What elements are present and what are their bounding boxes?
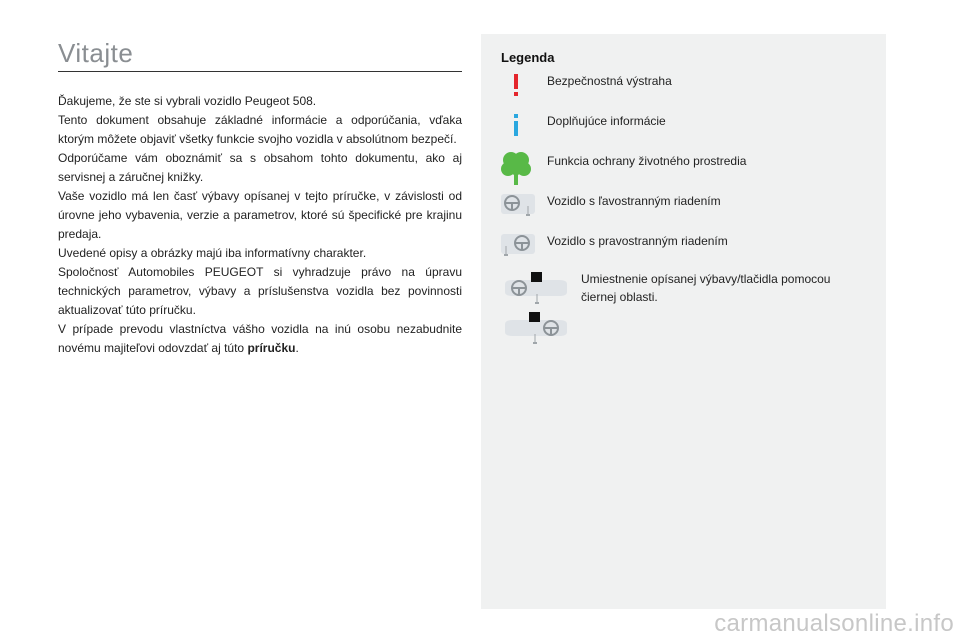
legend-label: Vozidlo s ľavostranným riadením	[547, 194, 721, 208]
paragraph: Tento dokument obsahuje základné informácie a odporúčania, vďaka ktorým môžete objaviť všetky funkcie svojho vozidla v absolútnom bezpečí.	[58, 113, 462, 146]
paragraph-end: .	[295, 341, 299, 355]
legend-label: Funkcia ochrany životného prostredia	[547, 154, 747, 168]
legend-item-eco	[481, 148, 886, 188]
paragraph: Uvedené opisy a obrázky majú iba informatívny charakter.	[58, 246, 367, 260]
legend-label: Vozidlo s pravostranným riadením	[547, 234, 728, 248]
legend-label: Umiestnenie opísanej výbavy/tlačidla pomocou čiernej oblasti.	[581, 272, 831, 304]
legend-item-location	[481, 270, 886, 370]
legend-item-info	[481, 110, 886, 140]
paragraph: Ďakujeme, že ste si vybrali vozidlo Peugeot 508.	[58, 94, 317, 108]
paragraph: Spoločnosť Automobiles PEUGEOT si vyhradzuje právo na úpravu technických parametrov, výbavy a príslušenstva vozidla bez povinnosti aktualizovať túto príručku.	[58, 265, 462, 317]
legend-title: Legenda	[501, 50, 555, 65]
legend-label: Bezpečnostná výstraha	[547, 74, 672, 88]
page-title: Vitajte	[58, 38, 134, 68]
manual-word: príručku	[247, 341, 296, 355]
paragraph-text: V prípade prevodu vlastníctva vášho vozidla na inú osobu nezabudnite novému majiteľovi odovzdať aj túto	[58, 322, 462, 355]
left-hand-drive-icon	[499, 192, 535, 220]
info-icon	[511, 114, 521, 138]
dashboard-location-icon	[501, 272, 571, 308]
watermark: carmanualsonline.info	[714, 610, 954, 637]
right-hand-drive-icon	[499, 232, 535, 260]
legend-panel	[481, 34, 886, 609]
dashboard-location-rhd-icon	[501, 312, 571, 348]
paragraph: Vaše vozidlo má len časť výbavy opísanej v tejto príručke, v závislosti od úrovne jeho vybavenia, verzie a parametrov, ktoré sú špecifické pre krajinu predaja.	[58, 189, 462, 241]
legend-item-rhd	[481, 232, 886, 262]
legend-item-warning	[481, 70, 886, 100]
paragraph: Odporúčame vám oboznámiť sa s obsahom tohto dokumentu, ako aj servisnej a záručnej knižky.	[58, 151, 462, 184]
tree-icon	[501, 150, 531, 186]
legend-label: Doplňujúce informácie	[547, 114, 666, 128]
intro-text	[58, 92, 462, 358]
paragraph-last	[58, 320, 462, 358]
legend-item-lhd	[481, 192, 886, 222]
title-divider	[58, 71, 462, 72]
exclamation-icon	[511, 74, 521, 98]
